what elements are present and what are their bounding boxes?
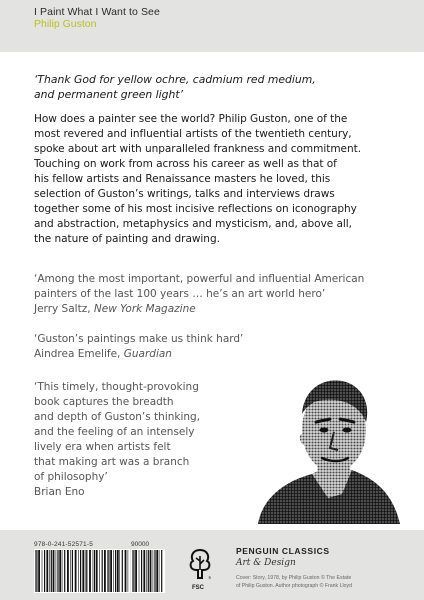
- barcode-bar: [119, 550, 120, 592]
- price-barcode: [131, 549, 165, 593]
- barcode-bar: [148, 550, 149, 592]
- attribution-name: Aindrea Emelife,: [34, 348, 124, 360]
- book-title: I Paint What I Want to See: [34, 6, 160, 18]
- barcode-bar: [82, 550, 84, 592]
- barcode-bar: [128, 550, 129, 592]
- price-code: 90000: [131, 541, 150, 548]
- barcode-bar: [35, 550, 36, 592]
- barcode-bar: [56, 550, 57, 592]
- barcode-bar: [156, 550, 158, 592]
- barcode-bar: [115, 550, 116, 592]
- barcode-bar: [80, 550, 81, 592]
- barcode-bar: [62, 550, 63, 592]
- barcode-bar: [78, 550, 79, 592]
- svg-text:®: ®: [208, 576, 212, 580]
- quote-line: that making art was a branch: [34, 456, 190, 468]
- description-blurb: [34, 112, 399, 247]
- blurb-line: most revered and influential artists of the twentieth century,: [34, 128, 352, 140]
- author-photo: [254, 372, 404, 524]
- epigraph-line: ‘Thank God for yellow ochre, cadmium red medium,: [34, 73, 316, 86]
- quote-line: and depth of Guston’s thinking,: [34, 411, 201, 423]
- barcode-bar: [42, 550, 43, 592]
- barcode-bar: [154, 550, 155, 592]
- barcode-bar: [122, 550, 123, 592]
- barcode-bar: [64, 550, 65, 592]
- review-quote-saltz: [34, 272, 404, 317]
- quote-attribution: [34, 347, 334, 362]
- blurb-line: together some of his most incisive reflections on iconography: [34, 203, 357, 215]
- barcode-bar: [153, 550, 154, 592]
- barcode-bar: [93, 550, 94, 592]
- attribution-publication: Guardian: [123, 348, 172, 360]
- barcode-bar: [104, 550, 106, 592]
- quote-line: ‘This timely, thought-provoking: [34, 381, 199, 393]
- barcode-bar: [94, 550, 95, 592]
- barcode-bar: [57, 550, 58, 592]
- barcode-bar: [75, 550, 77, 592]
- cover-credits: [236, 575, 406, 590]
- blurb-line: spoke about art with unparalleled frankness and commitment.: [34, 143, 362, 155]
- book-author: Philip Guston: [34, 18, 97, 30]
- fsc-label: FSC: [192, 585, 204, 591]
- barcode-bar: [110, 550, 112, 592]
- barcode-bar: [125, 550, 127, 592]
- barcode-bar: [146, 550, 147, 592]
- barcode-bar: [67, 550, 69, 592]
- barcode-bar: [36, 550, 37, 592]
- quote-line: ‘Among the most important, powerful and influential American: [34, 273, 365, 285]
- blurb-line: his fellow artists and Renaissance masters he loved, this: [34, 173, 331, 185]
- blurb-line: Touching on work from across his career as well as that of: [34, 158, 337, 170]
- barcode-bar: [161, 550, 162, 592]
- barcode-bar: [143, 550, 145, 592]
- barcode-bar: [113, 550, 114, 592]
- review-quote-eno: [34, 380, 264, 500]
- barcode-bar: [89, 550, 91, 592]
- barcode-bar: [150, 550, 152, 592]
- quote-attribution: [34, 302, 404, 317]
- barcode-bar: [108, 550, 109, 592]
- quote-line: ‘Guston’s paintings make us think hard’: [34, 333, 244, 345]
- barcode-bar: [107, 550, 108, 592]
- blurb-line: the nature of painting and drawing.: [34, 233, 220, 245]
- barcode-bar: [70, 550, 71, 592]
- epigraph: [34, 72, 394, 102]
- blurb-line: and abstraction, metaphysics and mysticism, and, above all,: [34, 218, 352, 230]
- barcode-bar: [132, 550, 133, 592]
- fsc-tree-logo: [187, 547, 213, 587]
- quote-line: book captures the breadth: [34, 396, 174, 408]
- barcode-bar: [85, 550, 86, 592]
- barcode-bar: [59, 550, 61, 592]
- barcode-bar: [159, 550, 160, 592]
- barcode-bar: [117, 550, 119, 592]
- barcode-bar: [96, 550, 98, 592]
- barcode-bar: [86, 550, 87, 592]
- series-name: Art & Design: [236, 558, 296, 568]
- barcode-bar: [44, 550, 45, 592]
- barcode-bar: [72, 550, 73, 592]
- quote-line: lively era when artists felt: [34, 441, 171, 453]
- review-quote-emelife: [34, 332, 334, 362]
- epigraph-line: and permanent green light’: [34, 88, 184, 101]
- barcode-bar: [141, 550, 142, 592]
- quote-line: of philosophy’: [34, 471, 108, 483]
- barcode-bar: [102, 550, 103, 592]
- credits-line: of Philip Guston. Author photograph © Frank Lloyd: [236, 582, 352, 589]
- barcode-bar: [99, 550, 100, 592]
- barcode-bar: [53, 550, 55, 592]
- barcode-bar: [38, 550, 40, 592]
- barcode-bar: [133, 550, 134, 592]
- credits-line: Cover: Story, 1978, by Philip Guston © The Estate: [236, 575, 352, 581]
- barcode-bar: [51, 550, 52, 592]
- quote-attribution: Brian Eno: [34, 486, 85, 498]
- blurb-line: selection of Guston’s writings, talks and interviews draws: [34, 188, 335, 200]
- quote-line: painters of the last 100 years … he’s an art world hero’: [34, 288, 326, 300]
- barcode-bar: [139, 550, 140, 592]
- barcode-bar: [49, 550, 50, 592]
- isbn-barcode: [34, 549, 130, 593]
- barcode-bar: [46, 550, 48, 592]
- blurb-line: How does a painter see the world? Philip Guston, one of the: [34, 113, 348, 125]
- publisher-imprint: PENGUIN CLASSICS: [236, 546, 330, 556]
- isbn-number: 978-0-241-52571-5: [34, 541, 94, 548]
- barcode-bar: [135, 550, 137, 592]
- quote-line: and the feeling of an intensely: [34, 426, 195, 438]
- attribution-publication: New York Magazine: [93, 303, 196, 315]
- attribution-name: Jerry Saltz,: [34, 303, 94, 315]
